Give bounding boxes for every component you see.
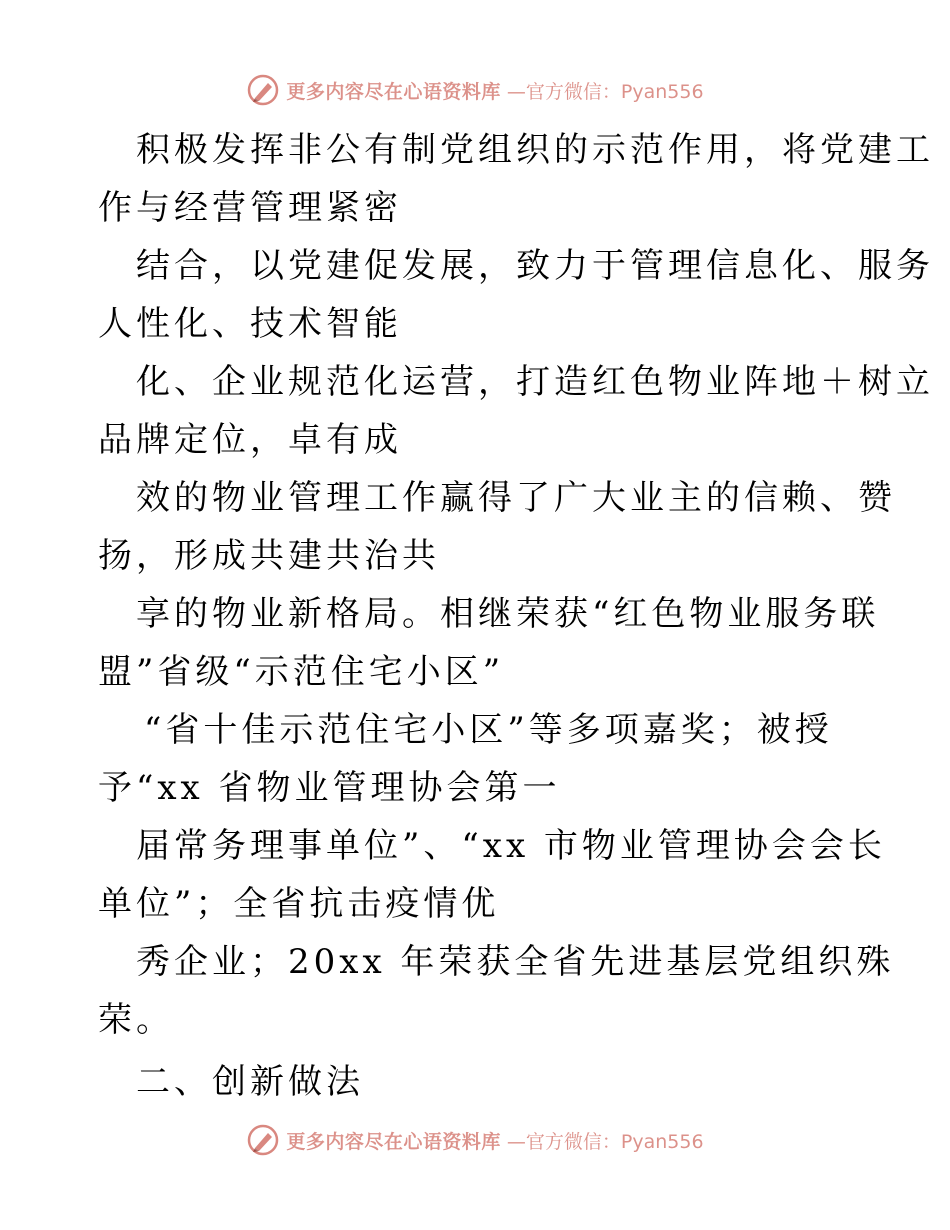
text-line: 秀企业；20xx 年荣获全省先进基层党组织殊 xyxy=(136,942,895,982)
watermark-brand-text: 更多内容尽在心语资料库 xyxy=(286,1130,501,1153)
text-line: 届常务理事单位”、“xx 市物业管理协会会长 xyxy=(136,826,886,866)
text-line: 效的物业管理工作赢得了广大业主的信赖、赞 xyxy=(136,478,896,518)
text-line: 化、企业规范化运营，打造红色物业阵地＋树立 xyxy=(136,362,934,402)
footer-watermark xyxy=(0,1122,950,1158)
watermark-suffix-text: —官方微信：Pyan556 xyxy=(506,1130,704,1153)
text-line: 单位”；全省抗击疫情优 xyxy=(98,884,500,924)
section-heading: 二、创新做法 xyxy=(136,1062,364,1102)
text-line: 盟”省级“示范住宅小区” xyxy=(98,652,505,692)
text-line: 结合，以党建促发展，致力于管理信息化、服务 xyxy=(136,246,934,286)
text-line: “省十佳示范住宅小区”等多项嘉奖；被授 xyxy=(144,710,833,750)
header-watermark xyxy=(0,72,950,108)
watermark-brand-text: 更多内容尽在心语资料库 xyxy=(286,80,501,103)
text-line: 予“xx 省物业管理协会第一 xyxy=(98,768,561,808)
text-line: 扬，形成共建共治共 xyxy=(98,536,440,576)
watermark-suffix-text: —官方微信：Pyan556 xyxy=(506,80,704,103)
text-line: 积极发挥非公有制党组织的示范作用，将党建工 xyxy=(136,130,934,170)
text-line: 享的物业新格局。相继荣获“红色物业服务联 xyxy=(136,594,880,634)
text-line: 人性化、技术智能 xyxy=(98,304,402,344)
pen-circle-icon xyxy=(246,1123,280,1157)
pen-circle-icon xyxy=(246,73,280,107)
text-line: 品牌定位，卓有成 xyxy=(98,420,402,460)
text-line: 作与经营管理紧密 xyxy=(98,188,402,228)
text-line: 荣。 xyxy=(98,1000,174,1040)
